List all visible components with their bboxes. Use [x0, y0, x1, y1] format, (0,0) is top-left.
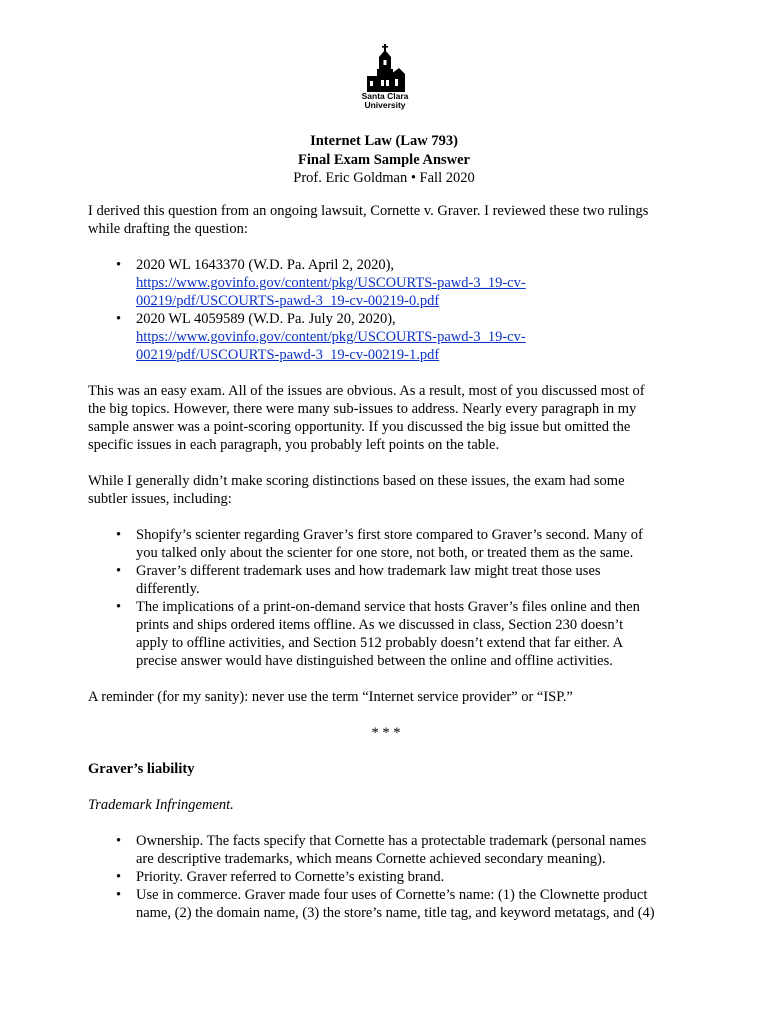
ruling-link-1[interactable]: https://www.govinfo.gov/content/pkg/USCOURTS-pawd-3_19-cv- 00219/pdf/USCOURTS-pawd-3_19-cv-00219-0.pdf [136, 275, 526, 309]
subsection-heading: Trademark Infringement. [88, 797, 234, 813]
rulings-list [88, 256, 684, 364]
ruling-link-2[interactable]: https://www.govinfo.gov/content/pkg/USCOURTS-pawd-3_19-cv- 00219/pdf/USCOURTS-pawd-3_19-cv-00219-1.pdf [136, 329, 526, 363]
subtler-issues-list [88, 526, 684, 670]
list-item: • Shopify’s scienter regarding Graver’s first store compared to Graver’s second. Many of you talked only about the scienter for one store, not both, or treated them as the same. [88, 526, 684, 562]
intro-paragraph: I derived this question from an ongoing lawsuit, Cornette v. Graver. I reviewed these two rulings while drafting the question: [88, 203, 649, 237]
reminder-paragraph: A reminder (for my sanity): never use the term “Internet service provider” or “ISP.” [88, 689, 573, 705]
list-item: • Ownership. The facts specify that Cornette has a protectable trademark (personal names are descriptive trademarks, which means Cornette achieved secondary meaning). [88, 832, 684, 868]
logo-text-line2: University [364, 100, 406, 110]
list-item: • The implications of a print-on-demand service that hosts Graver’s files online and then prints and ships ordered items offline. As we discussed in class, Section 230 doesn’t apply to offline activities, and Section 512 probably doesn’t extend that far either. A precise answer would have distinguished between the online and offline activities. [88, 598, 684, 670]
list-item: • Priority. Graver referred to Cornette’s existing brand. [88, 868, 684, 886]
subtler-paragraph: While I generally didn’t make scoring distinctions based on these issues, the exam had some subtler issues, including: [88, 473, 625, 507]
list-item: • Use in commerce. Graver made four uses of Cornette’s name: (1) the Clownette product name, (2) the domain name, (3) the store’s name, title tag, and keyword metatags, and (4) [88, 886, 684, 922]
list-item: • 2020 WL 1643370 (W.D. Pa. April 2, 2020), https://www.govinfo.gov/content/pkg/USCOURTS-pawd-3_19-cv- 00219/pdf/USCOURTS-pawd-3_19-cv-00219-0.pdf [88, 256, 684, 310]
easy-exam-paragraph: This was an easy exam. All of the issues are obvious. As a result, most of you discussed most of the big topics. However, there were many sub-issues to address. Nearly every paragraph in my sample answer was a point-scoring opportunity. If you discussed the big issue but omitted the specific issues in each paragraph, you probably left points on the table. [88, 383, 645, 453]
university-logo [354, 44, 416, 120]
document-body [88, 202, 684, 922]
document-subtitle: Final Exam Sample Answer [298, 151, 470, 168]
list-item: • 2020 WL 4059589 (W.D. Pa. July 20, 2020), https://www.govinfo.gov/content/pkg/USCOURTS-pawd-3_19-cv- 00219/pdf/USCOURTS-pawd-3_19-cv-00219-1.pdf [88, 310, 684, 364]
document-header [0, 132, 768, 188]
logo-text-line1: Santa Clara [361, 91, 409, 101]
trademark-elements-list [88, 832, 684, 922]
section-heading: Graver’s liability [88, 761, 195, 777]
mission-church-icon [365, 44, 405, 92]
section-separator: * * * [371, 725, 401, 741]
document-byline: Prof. Eric Goldman • Fall 2020 [293, 170, 475, 186]
document-title: Internet Law (Law 793) [310, 133, 458, 149]
list-item: • Graver’s different trademark uses and how trademark law might treat those uses differently. [88, 562, 684, 598]
